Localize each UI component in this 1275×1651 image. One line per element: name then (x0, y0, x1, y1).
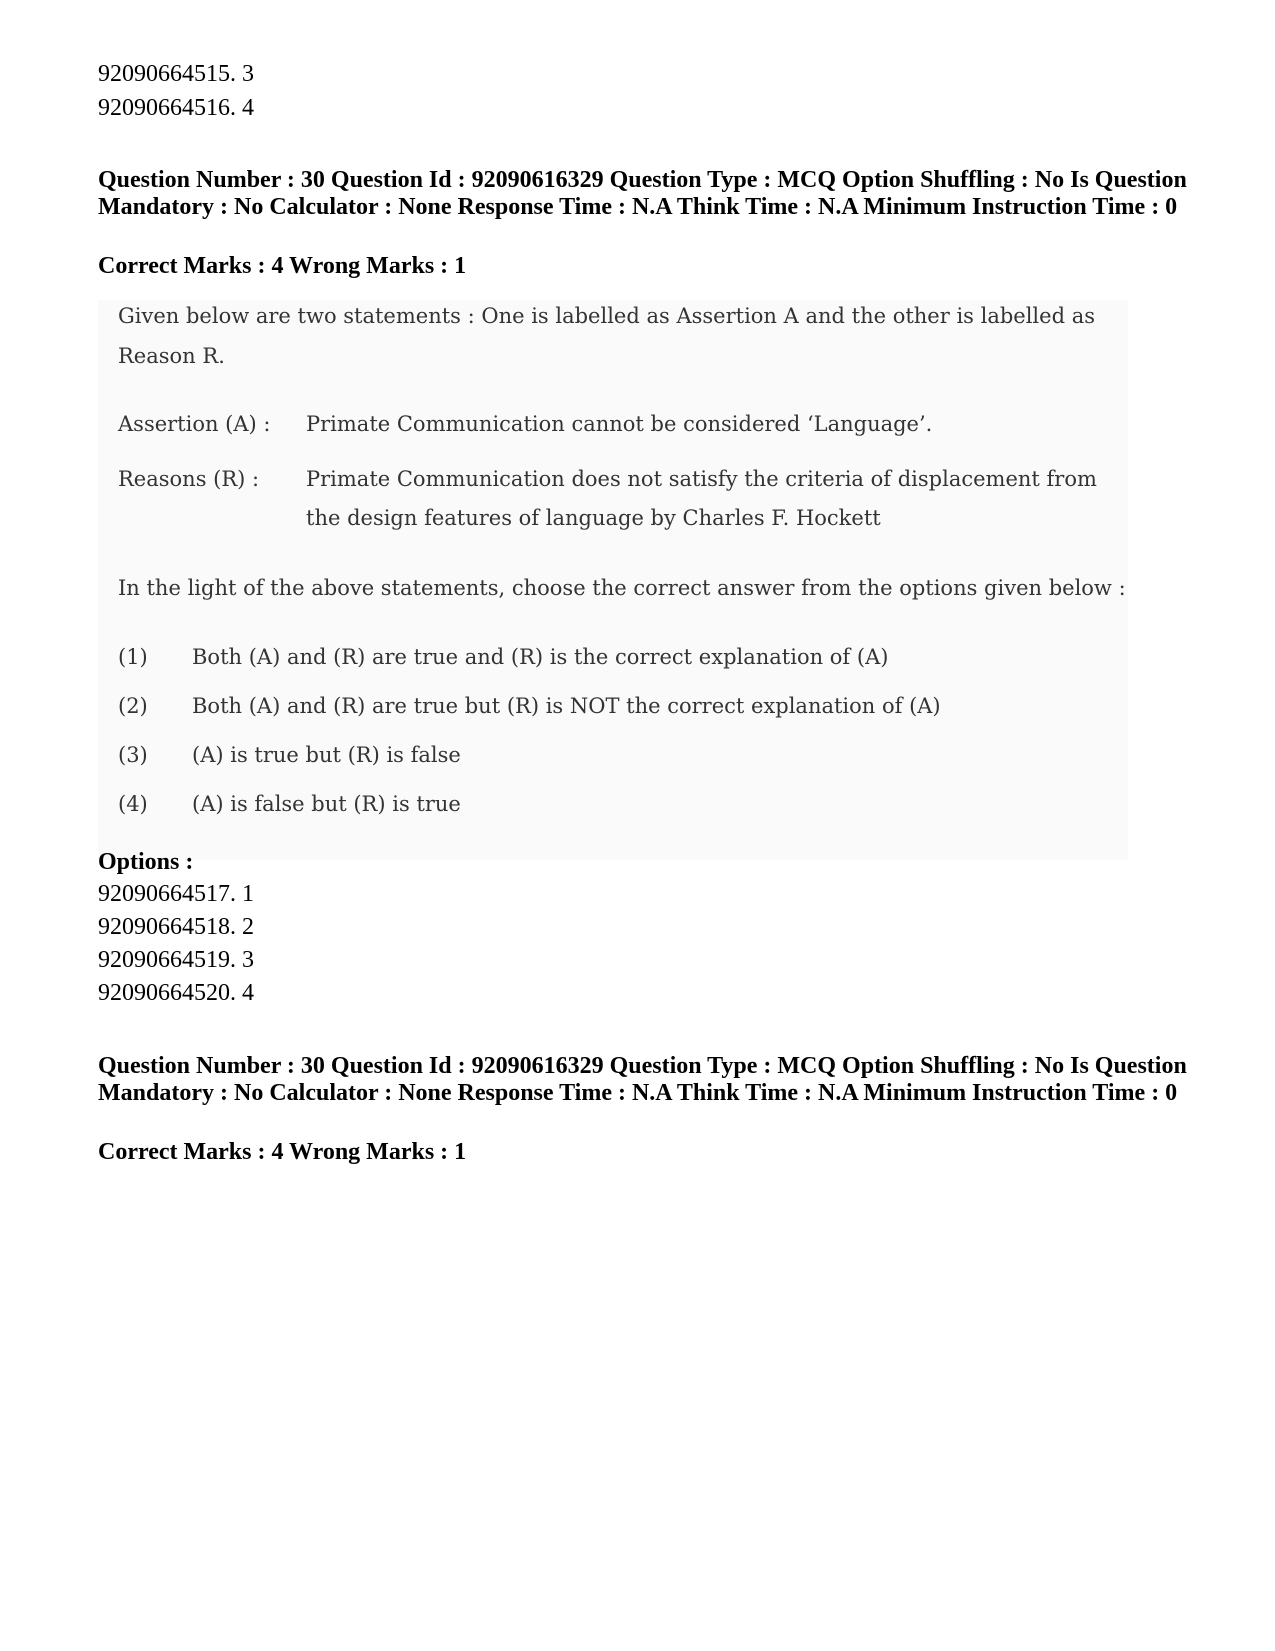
question-meta-2: Question Number : 30 Question Id : 92090616329 Question Type : MCQ Option Shuffling : No Is Question Mandatory : No Calculator : None Response Time : N.A Think Time : N.A Minimum Instruction Time : 0 (98, 1053, 1187, 1106)
question-marks-2: Correct Marks : 4 Wrong Marks : 1 (98, 1139, 467, 1165)
choice-number: (2) (118, 694, 148, 718)
option-item: 92090664520. 4 (98, 980, 254, 1006)
question-intro-line-1: Given below are two statements : One is labelled as Assertion A and the other is labelled as (118, 304, 1095, 328)
reason-label: Reasons (R) : (118, 467, 260, 491)
option-item: 92090664519. 3 (98, 947, 254, 973)
choice-text: (A) is false but (R) is true (192, 792, 461, 816)
option-item: 92090664517. 1 (98, 881, 254, 907)
assertion-label: Assertion (A) : (118, 412, 271, 436)
assertion-text: Primate Communication cannot be considered ‘Language’. (306, 412, 933, 436)
prev-option-3: 92090664515. 3 (98, 61, 254, 87)
options-heading: Options : (98, 849, 194, 875)
choice-number: (4) (118, 792, 148, 816)
choice-text: Both (A) and (R) are true but (R) is NOT the correct explanation of (A) (192, 694, 941, 718)
prev-option-4: 92090664516. 4 (98, 95, 254, 121)
reason-text-line-1: Primate Communication does not satisfy the criteria of displacement from (306, 467, 1097, 491)
choice-number: (3) (118, 743, 148, 767)
question-intro-line-2: Reason R. (118, 344, 225, 368)
choice-text: (A) is true but (R) is false (192, 743, 461, 767)
option-item: 92090664518. 2 (98, 914, 254, 940)
choice-text: Both (A) and (R) are true and (R) is the correct explanation of (A) (192, 645, 889, 669)
question-marks: Correct Marks : 4 Wrong Marks : 1 (98, 253, 467, 279)
question-meta: Question Number : 30 Question Id : 92090616329 Question Type : MCQ Option Shuffling : No Is Question Mandatory : No Calculator : None Response Time : N.A Think Time : N.A Minimum Instruction Time : 0 (98, 167, 1187, 220)
question-image (98, 300, 1128, 860)
question-instruction: In the light of the above statements, choose the correct answer from the options given below : (118, 576, 1126, 600)
choice-number: (1) (118, 645, 148, 669)
reason-text-line-2: the design features of language by Charles F. Hockett (306, 506, 881, 530)
